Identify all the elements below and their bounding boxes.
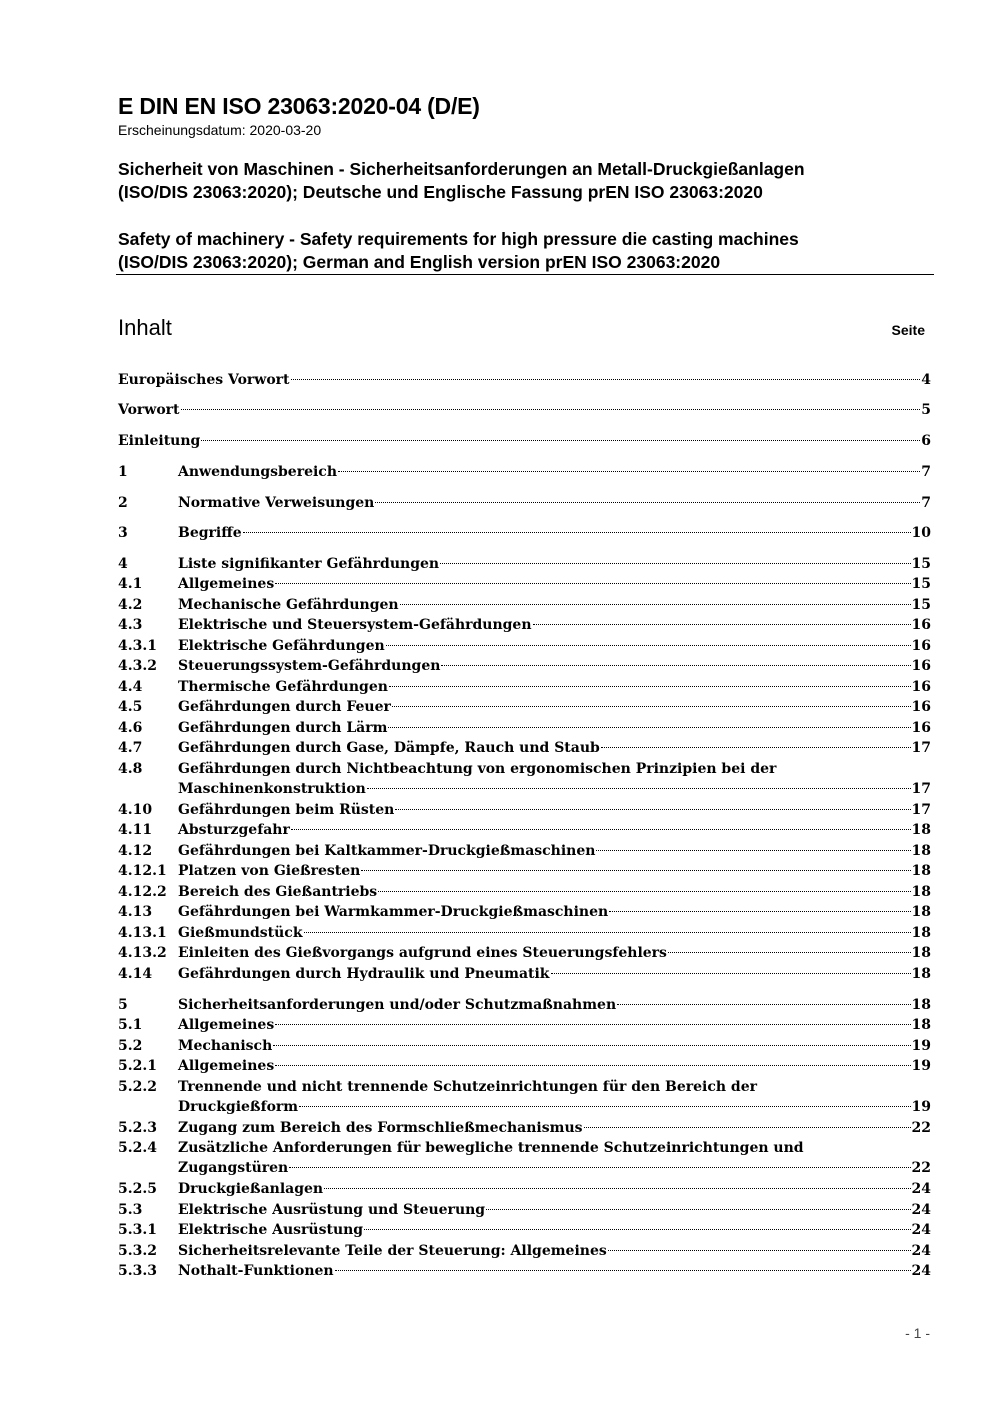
toc-entry-page: 17 — [911, 781, 931, 797]
toc-dot-leader — [551, 973, 911, 974]
toc-dot-leader — [361, 870, 910, 871]
toc-entry[interactable] — [118, 554, 931, 574]
toc-entry-number: 4.7 — [118, 740, 143, 756]
toc-entry-title: Druckgießanlagen — [178, 1181, 324, 1197]
toc-entry-page: 4 — [921, 372, 931, 388]
toc-entry-number: 5.2 — [118, 1038, 143, 1054]
toc-entry-title: Steuerungssystem-Gefährdungen — [178, 658, 441, 674]
toc-dot-leader — [291, 379, 921, 380]
toc-entry-page: 24 — [911, 1243, 931, 1259]
toc-entry-title: Einleiten des Gießvorgangs aufgrund eines Steuerungsfehlers — [178, 945, 667, 961]
toc-entry-page: 16 — [911, 720, 931, 736]
toc-entry-number: 1 — [118, 464, 128, 480]
toc-entry-number: 4.2 — [118, 597, 143, 613]
toc-entry[interactable] — [118, 882, 931, 902]
toc-entry[interactable] — [118, 1261, 931, 1281]
toc-entry-page: 24 — [911, 1181, 931, 1197]
toc-entry-title: Allgemeines — [178, 576, 275, 592]
toc-entry-number: 5.2.3 — [118, 1120, 157, 1136]
toc-entry-title: Einleitung — [118, 433, 201, 449]
toc-entry-number: 4.1 — [118, 576, 143, 592]
toc-entry-page: 17 — [911, 802, 931, 818]
toc-dot-leader — [181, 409, 921, 410]
toc-entry[interactable] — [118, 841, 931, 861]
toc-entry-title: Mechanische Gefährdungen — [178, 597, 399, 613]
toc-dot-leader — [608, 1250, 911, 1251]
toc-entry-title: Platzen von Gießresten — [178, 863, 361, 879]
toc-dot-leader — [243, 532, 911, 533]
toc-entry-number: 5.3.1 — [118, 1222, 157, 1238]
toc-entry[interactable] — [118, 697, 931, 717]
toc-dot-leader — [389, 686, 911, 687]
toc-entry-page: 24 — [911, 1202, 931, 1218]
toc-entry-title: Begriffe — [178, 525, 242, 541]
toc-entry-page: 15 — [911, 597, 931, 613]
toc-dot-leader — [378, 891, 910, 892]
toc-entry-page: 19 — [911, 1058, 931, 1074]
toc-dot-leader — [617, 1004, 910, 1005]
toc-entry-number: 4.12.1 — [118, 863, 167, 879]
toc-entry-title: Elektrische und Steuersystem-Gefährdungen — [178, 617, 532, 633]
toc-dot-leader — [273, 1045, 910, 1046]
toc-entry-page: 24 — [911, 1263, 931, 1279]
toc-dot-leader — [440, 563, 910, 564]
title-english-line-2: (ISO/DIS 23063:2020); German and English version prEN ISO 23063:2020 — [118, 252, 721, 272]
toc-dot-leader — [304, 932, 911, 933]
toc-entry-number: 4.13.2 — [118, 945, 167, 961]
toc-entry-number: 4.6 — [118, 720, 143, 736]
toc-entry[interactable] — [118, 493, 931, 513]
title-german-line-1: Sicherheit von Maschinen - Sicherheitsanforderungen an Metall-Druckgießanlagen — [118, 159, 805, 179]
toc-entry[interactable] — [118, 718, 931, 738]
toc-entry-page: 18 — [911, 966, 931, 982]
toc-entry-page: 6 — [921, 433, 931, 449]
document-id: E DIN EN ISO 23063:2020-04 (D/E) — [118, 93, 480, 119]
toc-entry-title: Elektrische Ausrüstung und Steuerung — [178, 1202, 486, 1218]
header-divider — [116, 274, 934, 275]
toc-entry[interactable] — [118, 400, 931, 420]
toc-entry-page: 19 — [911, 1099, 931, 1115]
toc-entry[interactable] — [118, 636, 931, 656]
toc-entry[interactable] — [118, 820, 931, 840]
toc-entry-title: Normative Verweisungen — [178, 495, 375, 511]
toc-entry[interactable] — [118, 1241, 931, 1261]
toc-entry-number: 5.1 — [118, 1017, 143, 1033]
toc-dot-leader — [324, 1188, 910, 1189]
toc-dot-leader — [533, 624, 911, 625]
toc-entry-title: Gefährdungen durch Gase, Dämpfe, Rauch und Staub — [178, 740, 600, 756]
toc-entry[interactable] — [118, 1220, 931, 1240]
toc-entry[interactable] — [118, 574, 931, 594]
toc-entry-number: 4.5 — [118, 699, 143, 715]
toc-entry-page: 16 — [911, 638, 931, 654]
toc-entry-number: 5.2.5 — [118, 1181, 157, 1197]
toc-entry[interactable] — [118, 431, 931, 451]
toc-dot-leader — [275, 583, 910, 584]
toc-entry[interactable] — [118, 923, 931, 943]
toc-entry-page: 16 — [911, 658, 931, 674]
toc-entry-page: 16 — [911, 699, 931, 715]
toc-dot-leader — [601, 747, 911, 748]
toc-entry-title: Vorwort — [118, 402, 180, 418]
toc-entry-number: 4.3 — [118, 617, 143, 633]
toc-heading: Inhalt — [118, 315, 172, 340]
toc-entry-title: Elektrische Gefährdungen — [178, 638, 385, 654]
toc-entry-number: 3 — [118, 525, 128, 541]
toc-entry-number: 4.3.2 — [118, 658, 157, 674]
toc-entry-page: 18 — [911, 1017, 931, 1033]
toc-entry[interactable] — [118, 677, 931, 697]
toc-entry-title: Allgemeines — [178, 1058, 275, 1074]
title-german-line-2: (ISO/DIS 23063:2020); Deutsche und Englische Fassung prEN ISO 23063:2020 — [118, 182, 763, 202]
toc-entry-page: 18 — [911, 843, 931, 859]
toc-entry-title: Zugang zum Bereich des Formschließmechanismus — [178, 1120, 583, 1136]
toc-entry[interactable] — [118, 615, 931, 635]
title-english — [118, 228, 934, 274]
toc-entry[interactable] — [118, 523, 931, 543]
toc-dot-leader — [275, 1065, 910, 1066]
toc-entry[interactable] — [118, 656, 931, 676]
toc-entry[interactable] — [118, 964, 931, 984]
toc-entry-number: 4.3.1 — [118, 638, 157, 654]
toc-entry-page: 18 — [911, 904, 931, 920]
toc-entry-number: 4.8 — [118, 761, 143, 777]
toc-entry-page: 22 — [911, 1120, 931, 1136]
toc-entry-page: 18 — [911, 925, 931, 941]
toc-dot-leader — [275, 1024, 910, 1025]
toc-entry[interactable] — [118, 861, 931, 881]
toc-entry-title: Sicherheitsrelevante Teile der Steuerung: Allgemeines — [178, 1243, 607, 1259]
toc-entry-number: 4.13.1 — [118, 925, 167, 941]
toc-dot-leader — [392, 706, 911, 707]
toc-dot-leader — [335, 1270, 911, 1271]
toc-entry-title: Liste signifikanter Gefährdungen — [178, 556, 440, 572]
toc-entry-title: Sicherheitsanforderungen und/oder Schutzmaßnahmen — [178, 997, 617, 1013]
toc-dot-leader — [338, 471, 920, 472]
toc-entry-number: 5.2.2 — [118, 1079, 157, 1095]
toc-entry-page: 18 — [911, 822, 931, 838]
toc-entry-number: 4.11 — [118, 822, 153, 838]
toc-entry-title: Thermische Gefährdungen — [178, 679, 388, 695]
toc-entry-page: 18 — [911, 884, 931, 900]
toc-entry[interactable] — [118, 1138, 931, 1178]
toc-dot-leader — [596, 850, 910, 851]
toc-entry-page: 7 — [921, 495, 931, 511]
publication-date: Erscheinungsdatum: 2020-03-20 — [118, 122, 322, 138]
toc-entry-title: Gefährdungen durch Lärm — [178, 720, 388, 736]
toc-entry-page: 17 — [911, 740, 931, 756]
toc-dot-leader — [584, 1127, 911, 1128]
toc-entry-title: Anwendungsbereich — [178, 464, 337, 480]
toc-entry-number: 4.13 — [118, 904, 153, 920]
toc-entry-title: Gefährdungen beim Rüsten — [178, 802, 395, 818]
page-number: - 1 - — [905, 1325, 930, 1341]
toc-entry[interactable] — [118, 1036, 931, 1056]
toc-entry[interactable] — [118, 995, 931, 1015]
toc-entry[interactable] — [118, 1179, 931, 1199]
toc-entry-page: 5 — [921, 402, 931, 418]
toc-entry-title-line-1: Trennende und nicht trennende Schutzeinrichtungen für den Bereich der — [178, 1079, 757, 1095]
toc-entry[interactable] — [118, 943, 931, 963]
toc-dot-leader — [299, 1106, 910, 1107]
toc-entry-number: 5.2.4 — [118, 1140, 157, 1156]
toc-dot-leader — [386, 645, 911, 646]
toc-entry-page: 15 — [911, 556, 931, 572]
toc-entry-title: Bereich des Gießantriebs — [178, 884, 378, 900]
toc-entry[interactable] — [118, 595, 931, 615]
toc-entry-page: 18 — [911, 863, 931, 879]
toc-entry-page: 15 — [911, 576, 931, 592]
toc-entry-title: Elektrische Ausrüstung — [178, 1222, 364, 1238]
toc-page-label: Seite — [891, 322, 925, 338]
toc-entry-title: Gefährdungen bei Warmkammer-Druckgießmaschinen — [178, 904, 609, 920]
toc-dot-leader — [668, 952, 911, 953]
toc-entry[interactable] — [118, 1015, 931, 1035]
toc-entry-title: Europäisches Vorwort — [118, 372, 290, 388]
toc-dot-leader — [395, 809, 910, 810]
toc-entry-number: 4.14 — [118, 966, 153, 982]
toc-entry-number: 4.4 — [118, 679, 143, 695]
toc-entry-number: 5.3 — [118, 1202, 143, 1218]
toc-entry-title: Absturzgefahr — [178, 822, 290, 838]
toc-entry-title: Zugangstüren — [178, 1160, 289, 1176]
toc-entry[interactable] — [118, 902, 931, 922]
toc-entry[interactable] — [118, 759, 931, 799]
toc-dot-leader — [388, 727, 910, 728]
toc-entry-page: 16 — [911, 617, 931, 633]
toc-dot-leader — [400, 604, 911, 605]
toc-entry-number: 4.12 — [118, 843, 153, 859]
toc-entry-number: 5.2.1 — [118, 1058, 157, 1074]
toc-entry-number: 4 — [118, 556, 128, 572]
toc-dot-leader — [201, 440, 920, 441]
toc-entry-title-line-1: Gefährdungen durch Nichtbeachtung von ergonomischen Prinzipien bei der — [178, 761, 777, 777]
toc-entry[interactable] — [118, 462, 931, 482]
toc-entry-title: Gefährdungen durch Hydraulik und Pneumatik — [178, 966, 550, 982]
toc-entry-number: 5.3.3 — [118, 1263, 157, 1279]
toc-entry[interactable] — [118, 1118, 931, 1138]
toc-entry[interactable] — [118, 1077, 931, 1117]
toc-dot-leader — [441, 665, 910, 666]
toc-entry-number: 5.3.2 — [118, 1243, 157, 1259]
toc-entry-page: 22 — [911, 1160, 931, 1176]
toc-entry-page: 7 — [921, 464, 931, 480]
toc-dot-leader — [486, 1209, 910, 1210]
toc-entry-page: 16 — [911, 679, 931, 695]
toc-entry-page: 24 — [911, 1222, 931, 1238]
toc-entry-title: Gefährdungen bei Kaltkammer-Druckgießmaschinen — [178, 843, 596, 859]
toc-entry-number: 5 — [118, 997, 128, 1013]
toc-entry-title: Gefährdungen durch Feuer — [178, 699, 391, 715]
toc-entry[interactable] — [118, 738, 931, 758]
toc-entry-page: 18 — [911, 997, 931, 1013]
toc-entry-title: Nothalt-Funktionen — [178, 1263, 334, 1279]
toc-entry-title: Druckgießform — [178, 1099, 299, 1115]
title-english-line-1: Safety of machinery - Safety requirements for high pressure die casting machines — [118, 229, 799, 249]
toc-dot-leader — [291, 829, 911, 830]
toc-entry[interactable] — [118, 1056, 931, 1076]
toc-entry-number: 4.10 — [118, 802, 153, 818]
toc-dot-leader — [375, 502, 920, 503]
toc-entry-number: 4.12.2 — [118, 884, 167, 900]
toc-entry-page: 18 — [911, 945, 931, 961]
toc-dot-leader — [609, 911, 910, 912]
toc-entry-title: Mechanisch — [178, 1038, 273, 1054]
toc-entry-number: 2 — [118, 495, 128, 511]
toc-entry[interactable] — [118, 1200, 931, 1220]
toc-dot-leader — [364, 1229, 910, 1230]
toc-dot-leader — [289, 1167, 910, 1168]
title-german — [118, 158, 934, 204]
toc-entry[interactable] — [118, 370, 931, 390]
toc-entry-title: Maschinenkonstruktion — [178, 781, 366, 797]
document-header — [118, 92, 934, 272]
toc-entry-page: 10 — [911, 525, 931, 541]
toc-entry[interactable] — [118, 800, 931, 820]
toc-entry-title-line-1: Zusätzliche Anforderungen für bewegliche trennende Schutzeinrichtungen und — [178, 1140, 804, 1156]
toc-entry-title: Gießmundstück — [178, 925, 303, 941]
toc-dot-leader — [367, 788, 911, 789]
toc-entry-title: Allgemeines — [178, 1017, 275, 1033]
toc-entry-page: 19 — [911, 1038, 931, 1054]
